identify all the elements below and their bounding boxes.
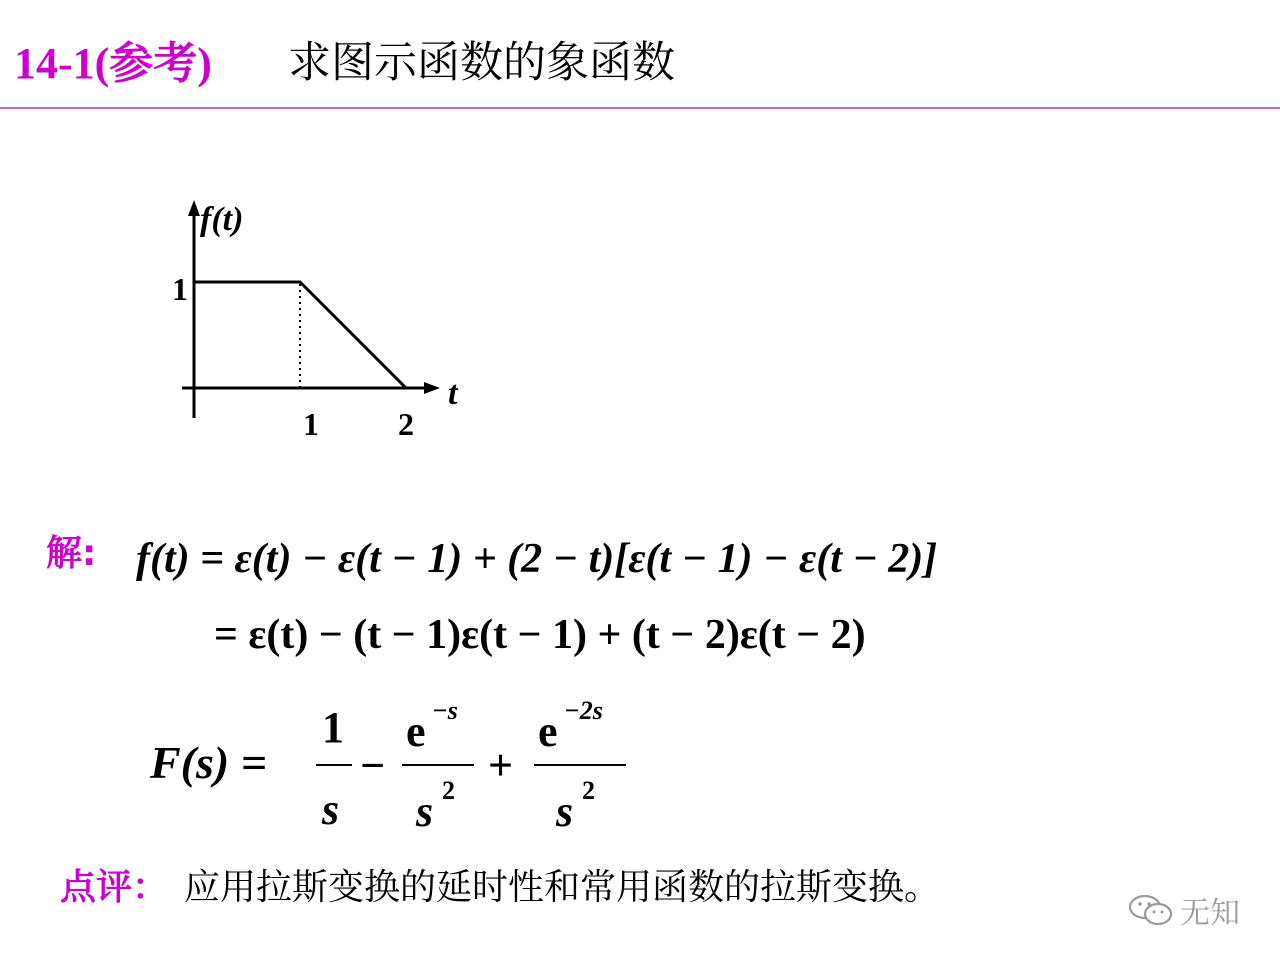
term2-denominator: s	[416, 787, 434, 836]
fraction-bar	[402, 764, 474, 766]
comment-text: 应用拉斯变换的延时性和常用函数的拉斯变换。	[184, 867, 941, 908]
watermark-text: 无知	[1180, 896, 1240, 931]
function-graph	[0, 0, 520, 460]
fraction-bar	[534, 764, 626, 766]
equation-line-2: = ε(t) − (t − 1)ε(t − 1) + (t − 2)ε(t − 2)	[214, 612, 866, 658]
x-tick-label: 1	[303, 406, 319, 442]
term3-den-exponent: 2	[582, 776, 595, 805]
plus-sign: +	[488, 741, 514, 790]
slide-title: 求图示函数的象函数	[288, 38, 675, 88]
y-tick-label: 1	[172, 271, 188, 307]
wechat-icon	[1128, 893, 1174, 927]
term1-numerator: 1	[322, 703, 344, 752]
laplace-lhs: F(s) =	[150, 737, 267, 788]
term1-denominator: s	[322, 785, 340, 834]
term3-exponent: −2s	[564, 696, 603, 725]
comment-label: 点评：	[60, 867, 169, 908]
fraction-bar	[316, 764, 352, 766]
x-tick-label: 2	[398, 406, 414, 442]
x-axis-arrow	[424, 382, 440, 394]
term3-numerator: e	[538, 707, 558, 756]
y-axis-arrow	[188, 200, 200, 216]
x-axis-label: t	[448, 375, 458, 412]
term2-den-exponent: 2	[442, 776, 455, 805]
minus-sign: −	[360, 741, 386, 790]
term3-denominator: s	[556, 787, 574, 836]
solution-label: 解:	[46, 533, 97, 574]
watermark	[1128, 888, 1240, 932]
term2-numerator: e	[406, 707, 426, 756]
equation-line-1: f(t) = ε(t) − ε(t − 1) + (2 − t)[ε(t − 1) − ε(t − 2)]	[136, 536, 938, 582]
y-axis-label: f(t)	[200, 201, 244, 238]
term2-exponent: −s	[432, 696, 458, 725]
slide-number: 14-1(参考)	[14, 39, 212, 88]
